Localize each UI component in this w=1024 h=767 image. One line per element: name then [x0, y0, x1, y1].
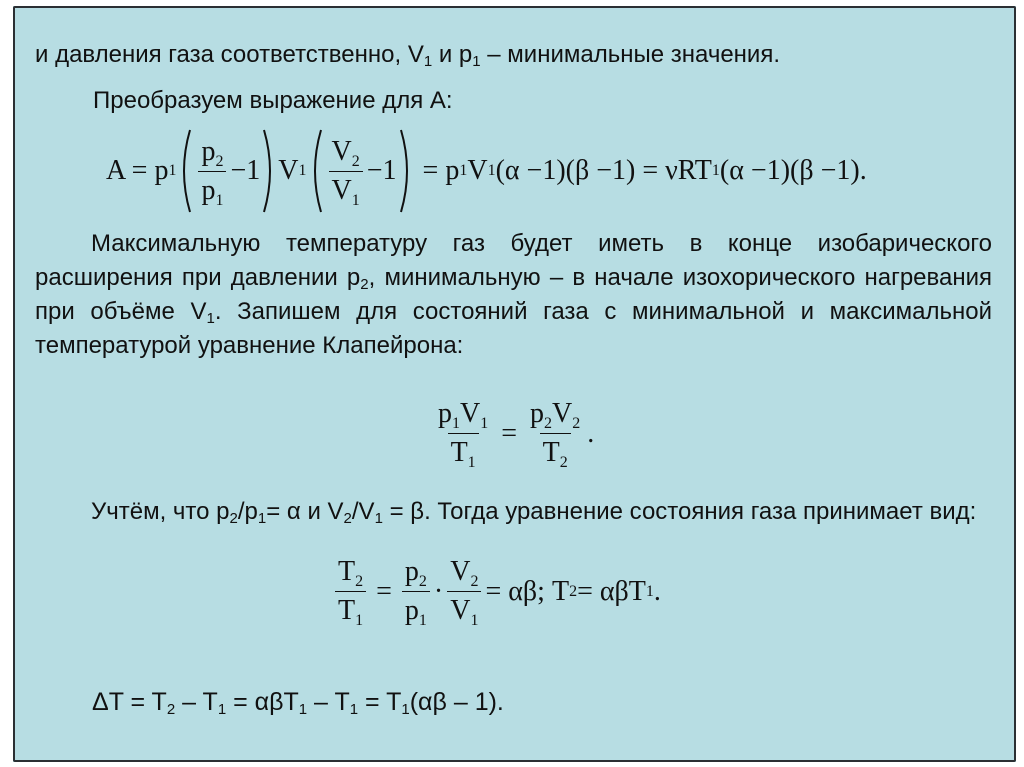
para1-text-a: Максимальную температуру газ будет иметь в конце изобарического расширения при давлении p: [35, 230, 992, 291]
sub-1: 1: [374, 510, 383, 527]
paragraph-temperature: [35, 227, 992, 363]
fraction-p2-p1: [198, 136, 226, 207]
fraction-t2-t1: [335, 556, 366, 627]
formula-tail-c: .: [653, 575, 661, 607]
intro-text-b: и p: [432, 41, 473, 68]
sub-1: 1: [423, 53, 433, 70]
para2-text-e: = β. Тогда уравнение состояния газа принимает вид:: [382, 498, 977, 525]
sub-2: 2: [343, 510, 352, 527]
sub-1: 1: [349, 701, 359, 718]
fraction-denominator: $V_1$: [329, 171, 363, 207]
formula-rhs-b: V: [467, 155, 488, 186]
fraction-numerator: $p_2$: [404, 556, 427, 590]
delta-text-d: – T: [307, 688, 350, 716]
sub-2: 2: [166, 701, 176, 718]
fraction-p2-p1: [402, 556, 430, 627]
sub-1: 1: [206, 310, 215, 327]
fraction-numerator: $T_2$: [338, 556, 364, 590]
delta-text-f: (αβ – 1).: [409, 688, 504, 716]
fraction-v2-v1: [447, 556, 481, 627]
para2-text-c: = α и V: [266, 498, 344, 525]
fraction-denominator: $T_1$: [335, 591, 366, 627]
fraction-denominator: $T_1$: [448, 433, 479, 469]
formula-rhs-a: = p: [422, 155, 460, 186]
fraction-numerator: $V_2$: [331, 135, 360, 170]
fraction-numerator: $p_2V_2$: [530, 398, 581, 432]
delta-text-a: ΔT = T: [92, 688, 167, 716]
minus-one: −1: [366, 155, 397, 186]
fraction-right: [527, 398, 583, 469]
formula-tail-a: = αβ; T: [485, 575, 570, 607]
fraction-denominator: $T_2$: [540, 433, 571, 469]
delta-text-b: – T: [175, 688, 218, 716]
delta-text-c: = αβT: [226, 688, 299, 716]
sub-2: 2: [229, 510, 238, 527]
formula-temperature-ratio: $\frac{T_2}{T_1}$ = $\frac{p_2}{p_1}$ · $\frac{V_2}{V_1}$ = αβ; T 2 = αβT 1 .: [331, 556, 661, 627]
fraction-numerator: $V_2$: [450, 556, 479, 590]
fraction-numerator: $p_2$: [201, 135, 224, 170]
fraction-denominator: $p_1$: [402, 591, 430, 627]
sub-1: 1: [401, 701, 410, 718]
sub-2: 2: [360, 276, 369, 293]
formula-work: A = p 1 $\frac{p_2}{p_1}$ −1 V 1 $\frac{V_2}{V_1}$ −1 = p 1 V 1 (α −1)(β −1) = νRT 1 (α −1)(β −1).: [106, 124, 867, 218]
para1-text-c: . Запишем для состояний газа с минимальной и максимальной температурой уравнение Клапейрона:: [35, 298, 992, 359]
minus-one: −1: [230, 155, 261, 186]
intro-text-a: и давления газа соответственно, V: [35, 41, 424, 68]
delta-t-line: [92, 687, 504, 717]
fraction-denominator: $p_1$: [198, 171, 226, 207]
intro-line: [35, 40, 780, 70]
sub-1: 1: [217, 701, 227, 718]
formula-clapeyron: [431, 398, 594, 469]
intro-text-c: – минимальные значения.: [480, 41, 780, 68]
para2-text-b: /p: [237, 498, 258, 525]
para1-text-b: , минимальную – в начале изохорического нагревания при объёме V: [35, 264, 993, 325]
formula-rhs-c: (α −1)(β −1) = νRT: [495, 155, 712, 186]
fraction-numerator: $p_1V_1$: [438, 398, 489, 432]
para2-text-a: Учтём, что p: [91, 498, 230, 525]
fraction-left: [435, 398, 491, 469]
sub-1: 1: [472, 53, 481, 70]
fraction-v2-v1: [329, 136, 363, 207]
paragraph-substitution: [35, 495, 992, 529]
formula-tail-b: = αβT: [577, 575, 646, 607]
fraction-denominator: $V_1$: [447, 591, 481, 627]
right-paren-icon: [260, 128, 278, 214]
sub-1: 1: [257, 510, 267, 527]
left-paren-icon: [307, 128, 325, 214]
delta-text-e: = T: [358, 688, 402, 716]
transform-line: [93, 86, 453, 116]
equals-sign: =: [501, 417, 518, 449]
formula-rhs-d: (α −1)(β −1).: [719, 155, 867, 186]
transform-text: Преобразуем выражение для А:: [93, 87, 453, 114]
right-paren-icon: [397, 128, 415, 214]
left-paren-icon: [176, 128, 194, 214]
para2-text-d: /V: [351, 498, 375, 525]
multiply-dot: ·: [433, 575, 444, 607]
formula-lhs: A = p: [106, 155, 169, 186]
period: .: [587, 417, 595, 449]
equals-sign: =: [376, 575, 392, 607]
volume-v1: V: [278, 155, 299, 186]
sub-1: 1: [298, 701, 308, 718]
